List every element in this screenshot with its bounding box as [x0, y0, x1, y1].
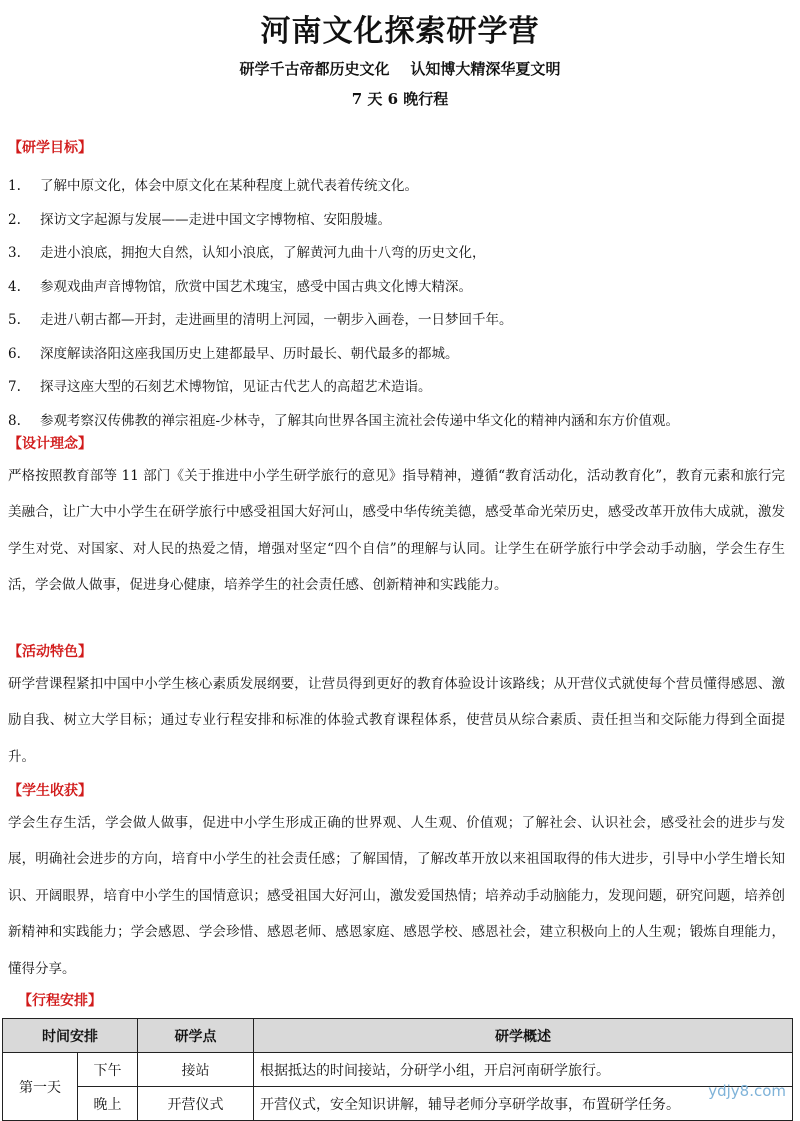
spot-cell: 开营仪式 [138, 1087, 254, 1121]
column-header: 研学概述 [254, 1019, 793, 1053]
column-header: 时间安排 [3, 1019, 138, 1053]
list-item: 6. 深度解读洛阳这座我国历史上建都最早、历时最长、朝代最多的都城。 [8, 345, 459, 362]
time-cell: 下午 [78, 1053, 138, 1087]
summary-cell: 开营仪式，安全知识讲解，辅导老师分享研学故事，布置研学任务。 [254, 1087, 793, 1121]
list-item: 5. 走进八朝古都—开封，走进画里的清明上河园，一朝步入画卷，一日梦回千年。 [8, 312, 513, 328]
schedule-table [2, 1018, 793, 1121]
goals-heading: 【研学目标】 [8, 140, 92, 156]
watermark: ydjy8.com [708, 1082, 786, 1100]
column-header: 研学点 [138, 1019, 254, 1053]
design-paragraph: 严格按照教育部等 11 部门《关于推进中小学生研学旅行的意见》指导精神，遵循“教育活动化，活动教育化”，教育元素和旅行完美融合，让广大中小学生在研学旅行中感受祖国大好河山，感受中华传统美德，感受革命光荣历史，感受改革开放伟大成就，激发学生对党、对国家、对人民的热爱之情，增强对坚定“四个自信”的理解与认同。让学生在研学旅行中学会动手动脑，学会生存生活，学会做人做事，促进身心健康，培养学生的社会责任感、创新精神和实践能力。 [8, 468, 785, 594]
spot-cell: 接站 [138, 1053, 254, 1087]
document-subtitle: 研学千古帝都历史文化 认知博大精深华夏文明 [239, 60, 561, 78]
time-cell: 晚上 [78, 1087, 138, 1121]
trip-duration: 7 天 6 晚行程 [351, 90, 449, 108]
goals-list [8, 170, 793, 438]
design-heading: 【设计理念】 [8, 436, 92, 452]
schedule-heading: 【行程安排】 [18, 993, 102, 1009]
list-item: 4. 参观戏曲声音博物馆，欣赏中国艺术瑰宝，感受中国古典文化博大精深。 [8, 278, 472, 295]
list-item: 3. 走进小浪底，拥抱大自然，认知小浪底，了解黄河九曲十八弯的历史文化， [8, 245, 486, 261]
features-heading: 【活动特色】 [8, 644, 92, 660]
list-item: 7. 探寻这座大型的石刻艺术博物馆，见证古代艺人的高超艺术造诣。 [8, 379, 432, 395]
summary-cell: 根据抵达的时间接站，分研学小组，开启河南研学旅行。 [254, 1053, 793, 1087]
list-item: 1. 了解中原文化，体会中原文化在某种程度上就代表着传统文化。 [8, 178, 418, 194]
list-item: 2. 探访文字起源与发展——走进中国文字博物棺、安阳殷墟。 [8, 211, 391, 228]
features-paragraph: 研学营课程紧扣中国中小学生核心素质发展纲要，让营员得到更好的教育体验设计该路线；从开营仪式就使每个营员懂得感恩、激励自我、树立大学目标；通过专业行程安排和标准的体验式教育课程体系，使营员从综合素质、责任担当和交际能力得到全面提升。 [8, 676, 785, 765]
table-row [3, 1053, 793, 1087]
table-row [3, 1087, 793, 1121]
list-item: 8. 参观考察汉传佛教的禅宗祖庭-少林寺，了解其向世界各国主流社会传递中华文化的精神内涵和东方价值观。 [8, 412, 680, 429]
gains-paragraph: 学会生存生活，学会做人做事，促进中小学生形成正确的世界观、人生观、价值观；了解社会、认识社会，感受社会的进步与发展，明确社会进步的方向，培育中小学生的社会责任感；了解国情，了解改革开放以来祖国取得的伟大进步，引导中小学生增长知识、开阔眼界，培育中小学生的国情意识；感受祖国大好河山，激发爱国热情；培养动手动脑能力，发现问题，研究问题，培养创新精神和实践能力；学会感恩、学会珍惜、感恩老师、感恩家庭、感恩学校、感恩社会，建立积极向上的人生观；锻炼自理能力，懂得分享。 [8, 815, 785, 977]
gains-heading: 【学生收获】 [8, 783, 92, 799]
document-title: 河南文化探索研学营 [260, 14, 540, 49]
table-header-row [3, 1019, 793, 1053]
day-label: 第一天 [3, 1053, 78, 1121]
